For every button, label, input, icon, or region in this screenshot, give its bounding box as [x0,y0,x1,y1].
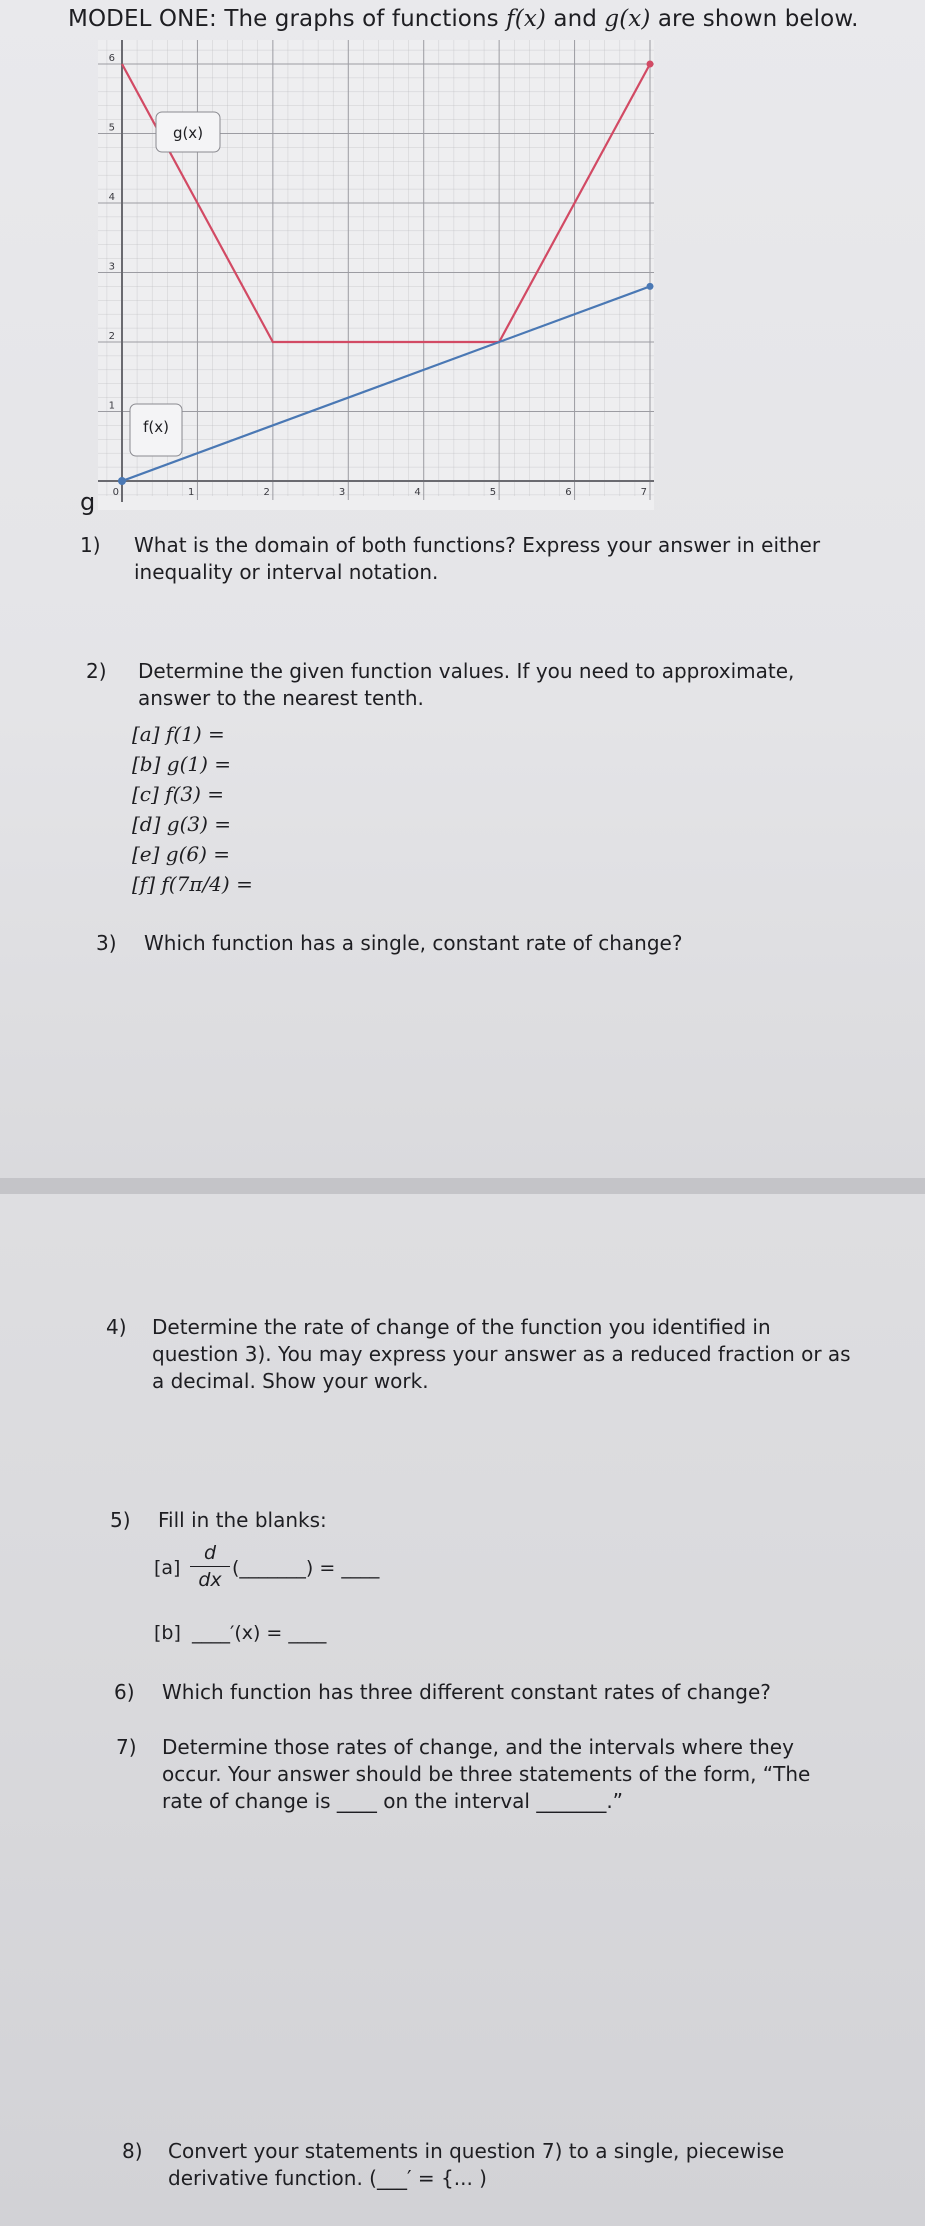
y-tick-label: 4 [108,192,115,203]
question-6-text: Which function has three different constant rates of change? [162,1680,771,1704]
question-4-line: question 3). You may express your answer as a reduced fraction or as [152,1342,851,1366]
question-7-text [162,1734,902,1815]
question-2-number: 2) [86,659,107,683]
q5b-label: [b] [154,1622,181,1644]
question-2-line: Determine the given function values. If you need to approximate, [138,659,795,683]
question-4-line: a decimal. Show your work. [152,1369,429,1393]
question-4-number: 4) [106,1315,127,1339]
label-box-g [156,112,220,152]
frac-numerator: d [190,1540,230,1567]
question-2-line: answer to the nearest tenth. [138,686,424,710]
x-tick-label: 0 [112,487,119,498]
label-g: g(x) [172,124,204,142]
x-tick-label: 3 [338,487,346,498]
title-and: and [546,6,605,32]
label-box-f [130,404,182,456]
q2-item-e: [e] g(6) = [132,842,231,866]
stray-mark: g [80,488,96,516]
q5a-blank: (_______) = ____ [232,1557,380,1579]
x-tick-label: 2 [263,487,270,498]
derivative-operator [190,1540,230,1593]
title-f: f(x) [506,6,546,32]
question-1-text [134,532,914,586]
q2-item-b: [b] g(1) = [132,752,232,776]
x-tick-label: 7 [640,487,647,498]
q2-item-c: [c] f(3) = [132,782,225,806]
q2-item-d: [d] g(3) = [132,812,232,836]
q5a-label: [a] [154,1557,181,1579]
frac-denominator: dx [198,1569,222,1591]
question-7-line: Determine those rates of change, and the intervals where they [162,1735,794,1759]
y-tick-label: 6 [108,53,115,64]
x-tick-label: 4 [414,487,421,498]
title-g: g(x) [604,6,651,32]
question-1-line: What is the domain of both functions? Express your answer in either [134,533,821,557]
page-gap [0,1178,925,1194]
question-1-line: inequality or interval notation. [134,560,439,584]
g-endpoint [647,61,654,68]
q5b-blank: ____′(x) = ____ [192,1622,327,1644]
f-endpoint [647,283,654,290]
question-5-number: 5) [110,1508,131,1532]
question-2-text [138,658,918,712]
question-3-text: Which function has a single, constant rate of change? [144,931,683,955]
question-1-number: 1) [80,533,101,557]
f-start-point [118,477,126,485]
question-4-line: Determine the rate of change of the function you identified in [152,1315,771,1339]
title-prefix: MODEL ONE: The graphs of functions [68,6,507,32]
question-5-text: Fill in the blanks: [158,1508,327,1532]
question-8-line: Convert your statements in question 7) to a single, piecewise [168,2139,785,2163]
question-8-text [168,2138,908,2192]
y-tick-label: 1 [108,400,115,412]
question-7-line: occur. Your answer should be three statements of the form, “The [162,1762,811,1786]
title-suffix: are shown below. [650,6,859,32]
function-graph [0,0,925,520]
question-6-number: 6) [114,1680,135,1704]
y-tick-label: 2 [108,331,115,342]
x-tick-label: 5 [489,487,497,498]
q2-item-a: [a] f(1) = [132,722,225,746]
question-3-number: 3) [96,931,117,955]
question-8-number: 8) [122,2139,143,2163]
question-7-line: rate of change is ____ on the interval _______.” [162,1789,624,1813]
y-tick-label: 5 [108,122,115,134]
question-7-number: 7) [116,1735,137,1759]
x-tick-label: 6 [565,487,572,498]
y-tick-label: 3 [108,261,115,273]
question-4-text [152,1314,912,1395]
q2-item-f: [f] f(7π/4) = [132,872,253,896]
x-tick-label: 1 [188,487,195,498]
label-f: f(x) [143,418,169,436]
question-8-line: derivative function. (___′ = {... ) [168,2166,487,2190]
